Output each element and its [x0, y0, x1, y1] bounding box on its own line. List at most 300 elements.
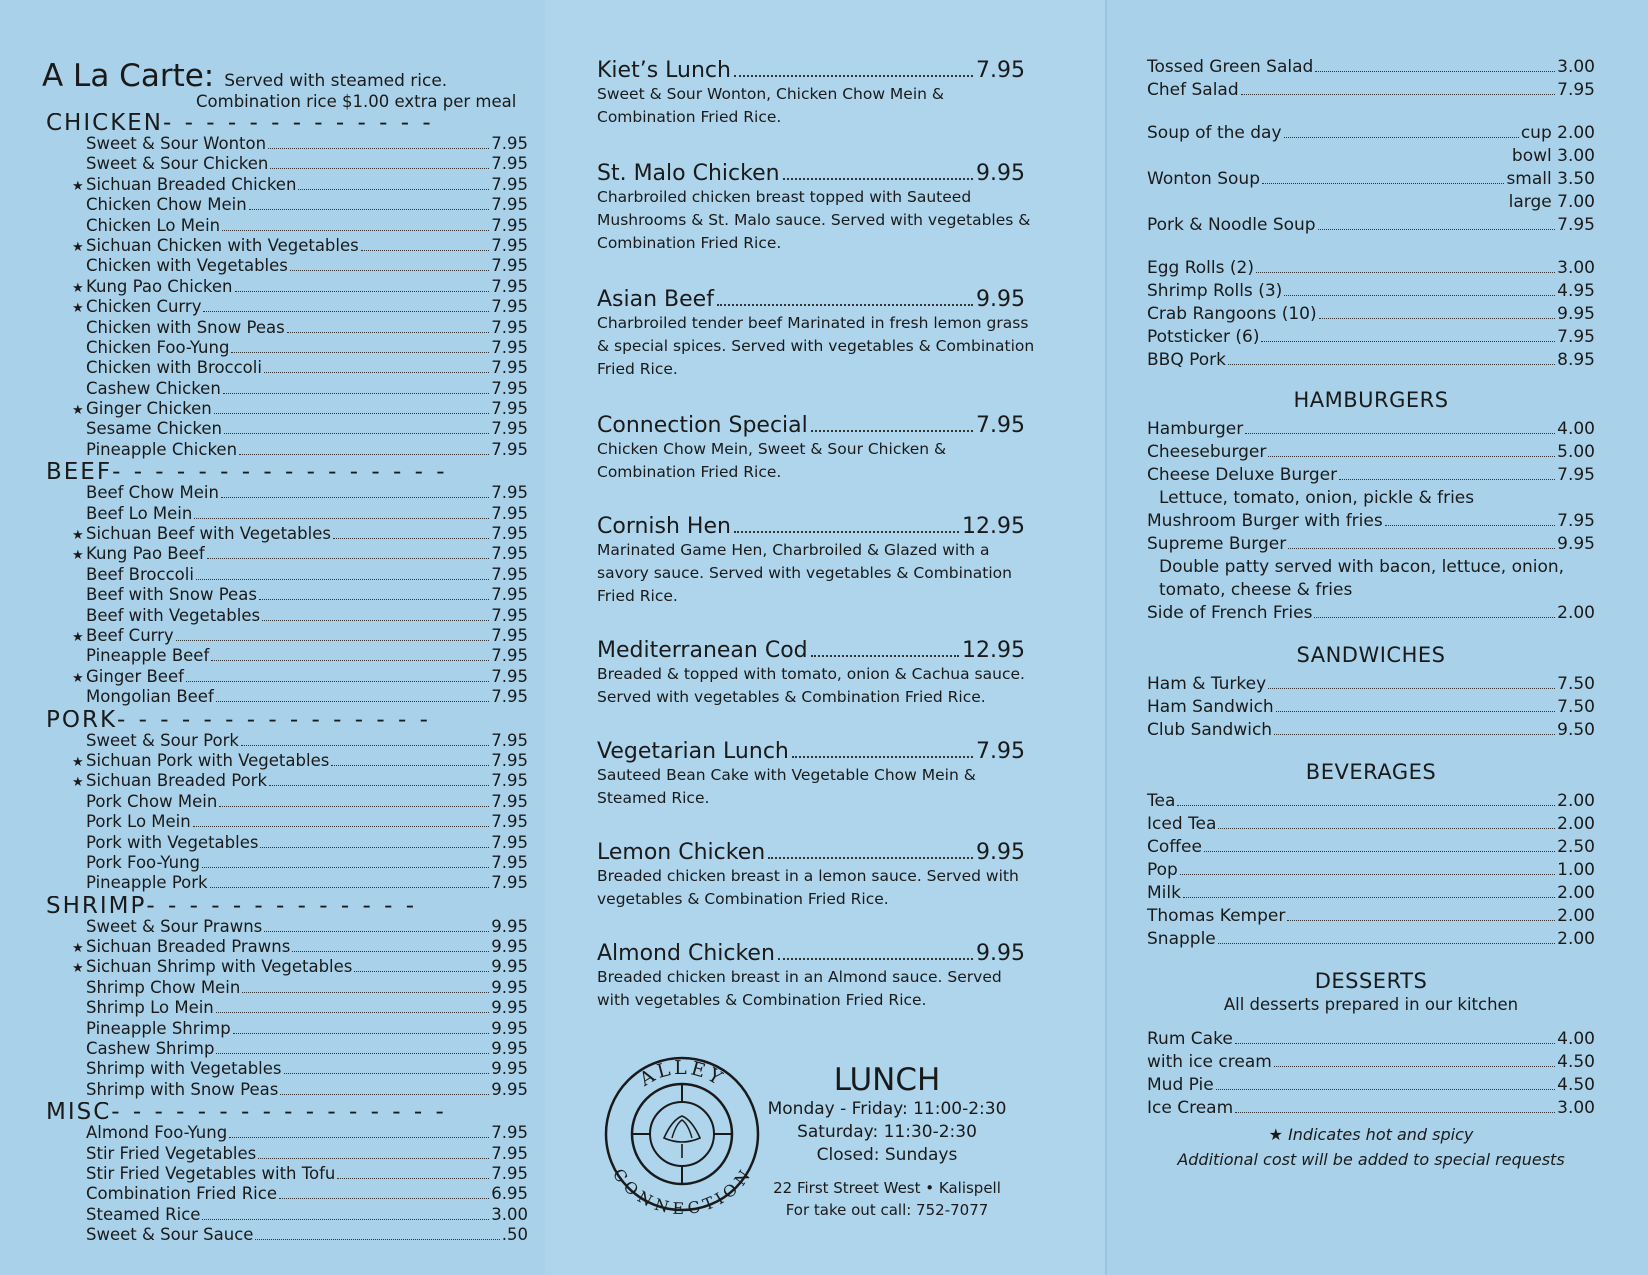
dot-leader: [196, 579, 489, 580]
dot-leader: [1235, 1043, 1555, 1044]
item-price: 9.95: [491, 937, 528, 957]
item-name-wrap: [86, 812, 191, 832]
item-name: Soup of the day: [1147, 123, 1282, 143]
item-price: 7.95: [491, 873, 528, 893]
menu-item: [86, 134, 528, 154]
item-name: Chicken with Vegetables: [86, 256, 288, 276]
menu-item: [1147, 859, 1595, 882]
item-price: 7.95: [491, 687, 528, 707]
item-name: Side of French Fries: [1147, 603, 1313, 623]
special-item: [597, 287, 1105, 381]
dot-leader: [333, 538, 489, 539]
item-name: Beef Chow Mein: [86, 483, 219, 503]
item-name: Cashew Chicken: [86, 378, 221, 398]
item-name-wrap: [86, 338, 229, 358]
item-name-wrap: [72, 399, 212, 421]
category-list: [42, 113, 545, 1246]
item-price: 9.95: [1557, 304, 1595, 324]
spicy-star-icon: ★: [72, 403, 84, 419]
menu-item: [86, 1164, 528, 1184]
item-price: 7.95: [491, 439, 528, 459]
item-name-wrap: [86, 1080, 278, 1100]
menu-item: [86, 731, 528, 751]
item-name-wrap: [86, 833, 258, 853]
item-price: 2.50: [1557, 837, 1595, 857]
menu-item: [86, 1019, 528, 1039]
item-price: 3.00: [1557, 1098, 1595, 1118]
item-price: 2.00: [1557, 883, 1595, 903]
spicy-star-icon: ★: [72, 941, 84, 957]
menu-item: [72, 524, 528, 544]
item-name-wrap: [86, 731, 239, 751]
item-name-wrap: [86, 998, 214, 1018]
item-name: Thomas Kemper: [1147, 906, 1286, 926]
dot-leader: [717, 304, 973, 306]
combination-rice-note: Combination rice $1.00 extra per meal: [196, 92, 517, 111]
beverages-heading: BEVERAGES: [1305, 760, 1437, 784]
menu-item: [1147, 349, 1595, 372]
item-price: 7.95: [491, 666, 528, 686]
item-name: Sichuan Breaded Prawns: [86, 937, 291, 957]
dot-leader: [290, 270, 489, 271]
item-name-wrap: [72, 937, 291, 959]
menu-item: [86, 1225, 528, 1245]
item-name: Chicken Curry: [86, 297, 202, 317]
sandwiches-heading: SANDWICHES: [1296, 643, 1446, 667]
special-name: Cornish Hen: [597, 514, 731, 539]
item-price: 2.00: [1557, 791, 1595, 811]
dot-leader: [216, 1012, 489, 1013]
dot-leader: [811, 430, 973, 432]
special-name: Kiet’s Lunch: [597, 58, 731, 83]
deluxe-burger-note: Lettuce, tomato, onion, pickle & fries: [1159, 488, 1475, 508]
dot-leader: [1274, 1066, 1555, 1067]
item-name: Ginger Chicken: [86, 399, 212, 419]
a-la-carte-header: [42, 58, 545, 94]
item-name-wrap: [72, 750, 330, 773]
spicy-star-icon: ★: [72, 670, 84, 686]
lunch-hours-block: [757, 1062, 1017, 1221]
dot-leader: [241, 745, 489, 746]
item-name: Hamburger: [1147, 419, 1244, 439]
item-name: Chicken Lo Mein: [86, 215, 221, 235]
item-name-wrap: [86, 1123, 227, 1143]
item-name-wrap: [86, 379, 221, 399]
dot-leader: [783, 178, 973, 180]
dot-leader: [264, 372, 489, 373]
item-price: 7.95: [491, 1163, 528, 1183]
dot-leader: [768, 857, 973, 859]
category-items: [72, 134, 528, 460]
spicy-star-icon: ★: [72, 301, 84, 317]
menu-item: [72, 937, 528, 957]
item-name: Coffee: [1147, 837, 1202, 857]
item-name-wrap: [72, 524, 331, 546]
item-name-wrap: [86, 440, 237, 460]
special-name: Mediterranean Cod: [597, 638, 808, 663]
menu-item: [86, 565, 528, 585]
menu-item: [1147, 257, 1595, 280]
item-name: Beef with Vegetables: [86, 605, 261, 625]
dot-leader: [1284, 295, 1555, 296]
dot-leader: [249, 209, 490, 210]
item-price: 4.00: [1557, 1029, 1595, 1049]
special-description: Sweet & Sour Wonton, Chicken Chow Mein & Combination Fried Rice.: [597, 85, 944, 126]
item-price: 7.95: [491, 812, 528, 832]
pork-noodle-soup: [1147, 214, 1595, 237]
item-price: 8.95: [1557, 350, 1595, 370]
item-price: 7.95: [491, 317, 528, 337]
menu-item: [72, 625, 528, 646]
item-name: Sichuan Chicken with Vegetables: [86, 235, 359, 255]
menu-item: [72, 276, 528, 297]
item-name: Shrimp Chow Mein: [86, 977, 241, 997]
item-name-wrap: [86, 358, 262, 378]
item-name: Beef with Snow Peas: [86, 585, 257, 605]
special-name: St. Malo Chicken: [597, 161, 780, 186]
menu-item: [86, 1144, 528, 1164]
dot-leader: [211, 660, 489, 661]
item-name: Milk: [1147, 883, 1181, 903]
menu-item: [72, 750, 528, 771]
beverages-list: [1147, 790, 1648, 951]
item-price: 9.95: [491, 916, 528, 936]
spicy-star-icon: ★: [72, 961, 84, 977]
category-name: PORK: [46, 709, 118, 731]
special-description: Charbroiled tender beef Marinated in fresh lemon grass & special spices. Served with vegetables & Combination Fried Rice.: [597, 314, 1035, 378]
menu-item: [1147, 696, 1595, 719]
item-price: 4.50: [1557, 1075, 1595, 1095]
dot-leader: [1216, 1089, 1555, 1090]
item-name: Pork & Noodle Soup: [1147, 215, 1316, 235]
item-price: 9.95: [491, 1079, 528, 1099]
item-price: .50: [501, 1225, 528, 1245]
item-price: 4.50: [1557, 1052, 1595, 1072]
soup-of-the-day-bowl: bowl 3.00: [1511, 146, 1595, 166]
item-price: 7.95: [491, 154, 528, 174]
item-price: 7.95: [491, 358, 528, 378]
item-price: 2.00: [1557, 814, 1595, 834]
mushroom-burger-row: [1147, 510, 1595, 533]
menu-item: [86, 646, 528, 666]
item-name-wrap: [86, 1184, 277, 1204]
dot-leader: [224, 433, 489, 434]
item-price: 4.95: [1557, 281, 1595, 301]
item-name: Pork Foo-Yung: [86, 852, 201, 872]
dot-leader: [1235, 1112, 1555, 1113]
item-name: Ice Cream: [1147, 1098, 1234, 1118]
item-price: 9.50: [1557, 720, 1595, 740]
wonton-soup-large: large 7.00: [1508, 192, 1595, 212]
category-heading: [46, 896, 545, 917]
special-description: Sauteed Bean Cake with Vegetable Chow Mein & Steamed Rice.: [597, 766, 976, 807]
item-price: 7.95: [491, 297, 528, 317]
item-name-wrap: [86, 1019, 231, 1039]
special-item: [597, 840, 1105, 911]
menu-item: [86, 256, 528, 276]
item-name: Combination Fried Rice: [86, 1184, 277, 1204]
menu-item: [86, 998, 528, 1018]
item-price: 7.95: [491, 215, 528, 235]
alley-connection-logo: [602, 1054, 762, 1214]
desserts-list: [1147, 1028, 1648, 1120]
menu-item: [86, 483, 528, 503]
item-name-wrap: [86, 256, 288, 276]
special-item: [597, 58, 1105, 129]
item-name: Shrimp Lo Mein: [86, 998, 214, 1018]
dot-leader: [269, 785, 489, 786]
item-price: 3.00: [1557, 57, 1595, 77]
item-price: 7.95: [491, 524, 528, 544]
item-name: Mushroom Burger with fries: [1147, 511, 1383, 531]
dot-leader: [239, 454, 489, 455]
dot-leader: [1274, 734, 1555, 735]
item-name-wrap: [86, 318, 285, 338]
dot-leader: [207, 558, 490, 559]
category-dashes: - - - - - - - - - - - - - - - -: [111, 1102, 447, 1124]
dot-leader: [1276, 711, 1555, 712]
item-price: 9.95: [491, 998, 528, 1018]
menu-item: [72, 544, 528, 564]
special-description: Charbroiled chicken breast topped with Sauteed Mushrooms & St. Malo sauce. Served with vegetables & Combination Fried Rice.: [597, 188, 1031, 252]
special-name: Almond Chicken: [597, 941, 775, 966]
item-name-wrap: [86, 1225, 253, 1245]
hamburgers-heading: HAMBURGERS: [1293, 388, 1449, 412]
item-name-wrap: [86, 504, 192, 524]
item-name-wrap: [72, 276, 233, 299]
item-name-wrap: [86, 978, 240, 998]
dot-leader: [337, 1178, 489, 1179]
item-name-wrap: [86, 216, 220, 236]
hours-saturday: Saturday: 11:30-2:30: [797, 1122, 977, 1142]
dot-leader: [1319, 318, 1556, 319]
item-name: Pineapple Chicken: [86, 439, 238, 459]
hamburger-row: [1147, 418, 1595, 441]
item-name: Sweet & Sour Pork: [86, 730, 239, 750]
item-price: 2.00: [1557, 906, 1595, 926]
item-name: Shrimp Rolls (3): [1147, 281, 1283, 301]
special-price: 9.95: [976, 161, 1025, 186]
menu-item: [86, 853, 528, 873]
item-price: 7.95: [491, 195, 528, 215]
special-item: [597, 161, 1105, 255]
menu-item: [1147, 882, 1595, 905]
special-name: Lemon Chicken: [597, 840, 766, 865]
spicy-star-icon: ★: [72, 280, 84, 296]
item-name-wrap: [72, 957, 353, 979]
menu-item: [1147, 905, 1595, 928]
dot-leader: [229, 1137, 489, 1138]
menu-item: [86, 379, 528, 399]
item-name-wrap: [86, 606, 260, 626]
menu-item: [1147, 56, 1595, 79]
wonton-soup: [1147, 168, 1595, 191]
dot-leader: [222, 230, 489, 231]
item-name: Cheese Deluxe Burger: [1147, 465, 1338, 485]
category-items: [86, 1123, 528, 1245]
spicy-star-icon: ★: [72, 775, 84, 791]
item-name: Supreme Burger: [1147, 534, 1287, 554]
item-name-wrap: [86, 585, 257, 605]
item-price: 9.95: [491, 957, 528, 977]
menu-item: [86, 606, 528, 626]
menu-item: [86, 338, 528, 358]
item-price: 7.95: [1557, 215, 1595, 235]
menu-item: [86, 318, 528, 338]
a-la-carte-title: A La Carte:: [42, 58, 215, 94]
dot-leader: [1218, 828, 1555, 829]
dot-leader: [233, 1033, 490, 1034]
special-requests-note: Additional cost will be added to special requests: [1177, 1150, 1565, 1169]
item-name: Stir Fried Vegetables: [86, 1143, 257, 1163]
menu-item: [72, 771, 528, 791]
menu-item: [86, 195, 528, 215]
item-price: 1.00: [1557, 860, 1595, 880]
item-name-wrap: [86, 419, 222, 439]
item-price: 7.95: [491, 585, 528, 605]
item-name: Chicken with Snow Peas: [86, 317, 285, 337]
dot-leader: [176, 640, 490, 641]
item-name: Mud Pie: [1147, 1075, 1214, 1095]
special-description: Breaded chicken breast in an Almond sauce. Served with vegetables & Combination Fried Rice.: [597, 968, 1002, 1009]
dot-leader: [1268, 688, 1555, 689]
item-price: 7.95: [491, 235, 528, 255]
special-header: [597, 161, 1025, 186]
item-name-wrap: [72, 174, 297, 197]
dot-leader: [1241, 94, 1556, 95]
special-header: [597, 58, 1025, 83]
item-price: 7.95: [491, 1123, 528, 1143]
menu-item: [86, 687, 528, 707]
category-name: BEEF: [46, 462, 113, 484]
supreme-burger-row: [1147, 533, 1595, 556]
special-name: Asian Beef: [597, 287, 714, 312]
category-dashes: - - - - - - - - - - - - - - - -: [112, 462, 448, 484]
menu-item: [1147, 1028, 1595, 1051]
item-name: Sichuan Breaded Pork: [86, 771, 268, 791]
dot-leader: [262, 620, 489, 621]
item-name-wrap: [86, 917, 262, 937]
menu-item: [86, 154, 528, 174]
category-items: [72, 730, 528, 894]
item-name: Almond Foo-Yung: [86, 1123, 228, 1143]
dot-leader: [778, 958, 973, 960]
item-name: Beef Lo Mein: [86, 503, 193, 523]
item-name: Chicken with Broccoli: [86, 358, 262, 378]
logo-bottom-text: CONNECTION: [608, 1165, 756, 1214]
dot-leader: [1218, 943, 1555, 944]
item-price: 3.00: [491, 1204, 528, 1224]
item-name: with ice cream: [1147, 1052, 1272, 1072]
dot-leader: [1204, 851, 1555, 852]
item-price: 9.95: [1557, 534, 1595, 554]
item-name: Crab Rangoons (10): [1147, 304, 1317, 324]
dot-leader: [194, 518, 489, 519]
a-la-carte-panel: [0, 0, 545, 1275]
salads-list: [1147, 56, 1648, 102]
special-price: 7.95: [976, 58, 1025, 83]
dot-leader: [186, 681, 489, 682]
special-item: [597, 514, 1105, 608]
lunch-title: LUNCH: [833, 1062, 941, 1098]
dot-leader: [284, 1073, 490, 1074]
dot-leader: [260, 847, 489, 848]
item-name-wrap: [86, 687, 214, 707]
spicy-star-icon: ★: [72, 629, 84, 645]
item-price: 5.00: [1557, 442, 1595, 462]
item-price: 7.95: [491, 852, 528, 872]
item-name-wrap: [86, 792, 217, 812]
item-name: Sichuan Pork with Vegetables: [86, 750, 330, 770]
special-header: [597, 514, 1025, 539]
dot-leader: [1180, 874, 1555, 875]
menu-item: [1147, 719, 1595, 742]
menu-item: [1147, 1097, 1595, 1120]
menu-item: [86, 1205, 528, 1225]
special-header: [597, 413, 1025, 438]
item-price: 7.95: [1557, 80, 1595, 100]
menu-item: [1147, 326, 1595, 349]
item-name-wrap: [86, 1039, 214, 1059]
dot-leader: [331, 765, 489, 766]
item-name: Sweet & Sour Chicken: [86, 154, 269, 174]
item-price: 7.95: [491, 625, 528, 645]
category-heading: [46, 462, 545, 483]
item-price: small 3.50: [1506, 169, 1595, 189]
item-name-wrap: [72, 771, 268, 793]
item-price: 9.95: [491, 977, 528, 997]
item-price: 7.95: [491, 1143, 528, 1163]
dot-leader: [1183, 897, 1555, 898]
item-name: Ginger Beef: [86, 666, 184, 686]
item-name: Iced Tea: [1147, 814, 1217, 834]
dot-leader: [216, 701, 489, 702]
dot-leader: [1261, 341, 1555, 342]
desserts-subtitle: All desserts prepared in our kitchen: [1223, 995, 1519, 1014]
category-name: MISC: [46, 1102, 112, 1124]
item-price: 7.95: [491, 399, 528, 419]
menu-item: [86, 978, 528, 998]
menu-item: [86, 873, 528, 893]
item-name: BBQ Pork: [1147, 350, 1226, 370]
menu-item: [1147, 928, 1595, 951]
item-price: 9.95: [491, 1039, 528, 1059]
menu-item: [86, 504, 528, 524]
desserts-heading: DESSERTS: [1314, 969, 1428, 993]
item-name-wrap: [72, 235, 359, 258]
special-name: Connection Special: [597, 413, 808, 438]
dot-leader: [292, 951, 489, 952]
item-name-wrap: [86, 853, 200, 873]
category-heading: [46, 710, 545, 731]
dot-leader: [193, 826, 490, 827]
dot-leader: [279, 1198, 489, 1199]
item-name-wrap: [86, 483, 219, 503]
dot-leader: [203, 311, 489, 312]
dot-leader: [210, 887, 490, 888]
item-price: 7.95: [491, 483, 528, 503]
item-name: Egg Rolls (2): [1147, 258, 1254, 278]
address: 22 First Street West • Kalispell: [773, 1179, 1001, 1197]
item-price: 7.50: [1557, 697, 1595, 717]
item-name: Cashew Shrimp: [86, 1039, 215, 1059]
item-name: Potsticker (6): [1147, 327, 1260, 347]
special-item: [597, 739, 1105, 810]
menu-item: [1147, 79, 1595, 102]
dot-leader: [361, 250, 490, 251]
american-menu-panel: [1105, 0, 1648, 1275]
category-items: [72, 916, 528, 1101]
